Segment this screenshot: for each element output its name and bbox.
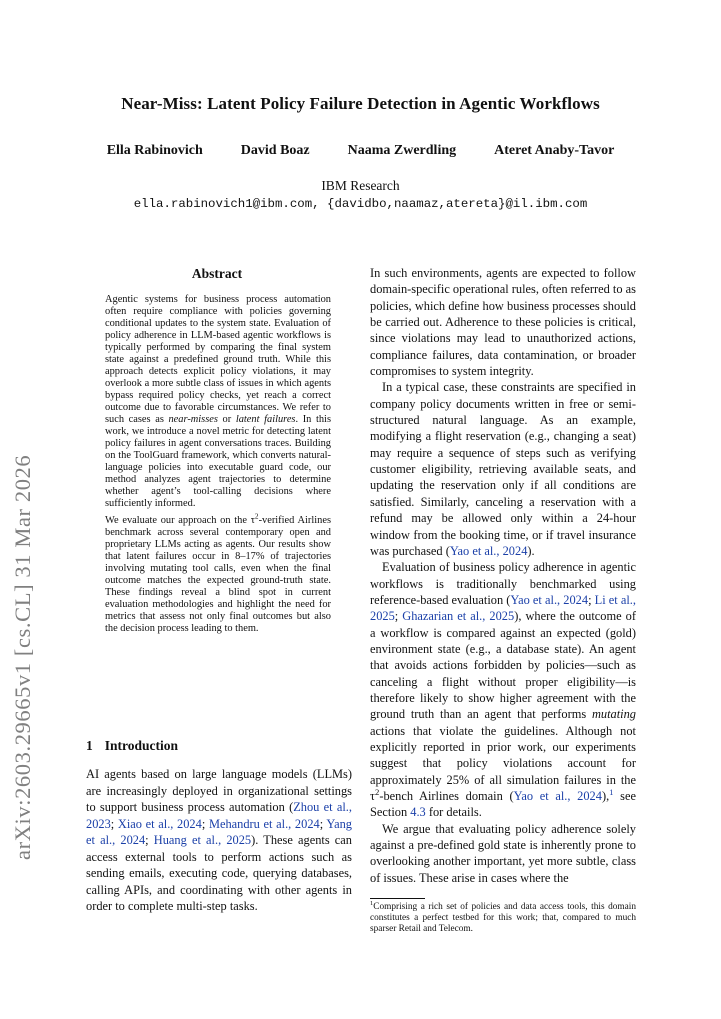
- footnote-link[interactable]: 1: [609, 786, 614, 797]
- body-text: Evaluation of business policy adherence in agentic workflows is traditionally benchmarked using reference-based evaluation (: [370, 560, 636, 607]
- body-text: actions that violate the guidelines. Although not explicitly reported in prior work, our experiments suggest that policy violations account for approximately 25% of all simulation failures in the τ: [370, 723, 636, 803]
- citation-link[interactable]: Li et al., 2025: [370, 592, 636, 624]
- body-text: see Section: [370, 789, 637, 820]
- affiliation: IBM Research: [321, 178, 400, 193]
- section-link[interactable]: 4.3: [410, 805, 426, 820]
- abstract-text: or: [217, 414, 236, 425]
- citation-link[interactable]: Xiao et al., 2024: [117, 816, 202, 831]
- body-text: ;: [588, 592, 595, 607]
- body-text: ), where the outcome of a workflow is compared against an expected (gold) environment state (e.g., a database state). An agent that avoids actions forbidden by policies—such as canceling a flight without proper eligibility—is therefore likely to show higher agreement with the ground truth than an agent that performs: [370, 609, 637, 722]
- right-column: [370, 265, 636, 886]
- citation-link[interactable]: Yang et al., 2024: [86, 816, 352, 847]
- abstract-heading: Abstract: [191, 266, 243, 281]
- abstract-text: . In this work, we introduce a novel metric for detecting latent policy failures in agent conversations traces. Building on the ToolGuard framework, which converts natural-language policies into executable guard code, our method analyzes agent trajectories to determine whether agent’s tool-calling decisions where sufficiently informed.: [105, 414, 331, 509]
- author-name: Ella Rabinovich: [106, 143, 203, 158]
- citation-link[interactable]: Yao et al., 2024: [449, 543, 528, 558]
- body-text: ;: [201, 816, 209, 831]
- body-paragraph: We argue that evaluating policy adherence solely against a pre-defined gold state is inherently prone to overlooking another important, yet more subtle, class of issues. These arise in cases where the: [370, 821, 636, 885]
- author-list: [0, 143, 721, 159]
- citation-link[interactable]: Ghazarian et al., 2025: [402, 609, 515, 624]
- superscript: 2: [374, 786, 380, 797]
- author-name: Naama Zwerdling: [347, 143, 457, 158]
- citation-link[interactable]: Mehandru et al., 2024: [208, 816, 320, 831]
- body-text: AI agents based on large language models (LLMs) are increasingly deployed in organizational settings to support business process automation (: [86, 767, 352, 814]
- author-emails: ella.rabinovich1@ibm.com, {davidbo,naamaz,atereta}@il.ibm.com: [133, 197, 588, 211]
- intro-paragraph: [86, 766, 352, 915]
- body-paragraph: [370, 559, 636, 821]
- body-text: ),: [601, 789, 610, 803]
- emphasis-term: near-misses: [168, 414, 218, 425]
- footnote-divider: [370, 898, 425, 899]
- body-text: In a typical case, these constraints are specified in company policy documents written in free or semi-structured natural language. As an example, modifying a flight reservation (e.g., changing a seat) may require a sequence of steps such as verifying customer eligibility, retrieving available seats, and updating the reservation only if all conditions are satisfied. Similarly, canceling a reservation with a refund may be allowed only within a 24-hour window from the booking time, or if travel insurance was purchased (: [370, 380, 636, 558]
- abstract-body: [105, 294, 331, 640]
- abstract-text: -verified Airlines benchmark across several contemporary open and proprietary LLMs acting as agents. Our results show that latent failures occur in 8–17% of trajectories involving mutating tool calls, even when the final outcome matches the expected ground-truth state. These findings reveal a blind spot in current evaluation methodologies and highlight the need for metrics that assess not only final outcomes but also the decision process leading to them.: [105, 515, 331, 634]
- body-text: ;: [110, 816, 118, 831]
- emphasis-term: latent failures: [235, 414, 296, 425]
- body-text: ;: [145, 833, 154, 847]
- body-text: ). These agents can access external tools to perform actions such as sending emails, executing code, querying databases, calling APIs, and coordinating with other agents in order to complete multi-step tasks.: [86, 833, 352, 913]
- body-text: ).: [527, 543, 535, 558]
- section-number: 1: [86, 738, 93, 753]
- section-title: Introduction: [104, 738, 179, 753]
- abstract-text: Agentic systems for business process automation often require compliance with policies governing conditional updates to the system state. Evaluation of policy adherence in LLM-based agentic workflows is typically performed by comparing the final system state against a predefined ground truth. While this approach detects explicit policy violations, it may overlook a more subtle class of issues in which agents bypass required policy checks, yet reach a correct outcome due to favorable circumstances. We refer to such cases as: [105, 294, 331, 425]
- footnote: [370, 899, 636, 935]
- section-heading: [86, 738, 178, 754]
- body-text: ;: [319, 816, 327, 831]
- footnote-mark: 1: [370, 899, 374, 907]
- body-text: for details.: [425, 805, 482, 820]
- body-paragraph: In such environments, agents are expected to follow domain-specific operational rules, often referred to as policies, which define how business processes should be carried out. Adherence to these policies is critical, since violations may lead to unauthorized actions, compliance failures, data contamination, or broader compromises to system integrity.: [370, 266, 636, 379]
- citation-link[interactable]: Huang et al., 2025: [153, 833, 252, 847]
- body-paragraph: [370, 379, 636, 559]
- paper-title: Near-Miss: Latent Policy Failure Detection in Agentic Workflows: [121, 94, 600, 113]
- citation-link[interactable]: Yao et al., 2024: [510, 592, 589, 607]
- body-text: -bench Airlines domain (: [379, 789, 514, 803]
- footnote-text: Comprising a rich set of policies and data access tools, this domain constitutes a perfect testbed for this work; that, compared to much sparser Retail and Telecom.: [370, 902, 636, 934]
- arxiv-identifier: arXiv:2603.29665v1 [cs.CL] 31 Mar 2026: [10, 454, 35, 860]
- abstract-paragraph: [105, 512, 331, 635]
- abstract-paragraph: [105, 294, 331, 510]
- superscript: 2: [254, 512, 259, 521]
- citation-link[interactable]: Zhou et al., 2023: [86, 800, 353, 831]
- abstract-text: We evaluate our approach on the τ: [105, 515, 255, 526]
- citation-link[interactable]: Yao et al., 2024: [513, 789, 602, 803]
- emphasis-term: mutating: [591, 707, 636, 722]
- author-name: David Boaz: [240, 143, 310, 158]
- body-text: ;: [394, 609, 403, 624]
- author-name: Ateret Anaby-Tavor: [494, 143, 615, 158]
